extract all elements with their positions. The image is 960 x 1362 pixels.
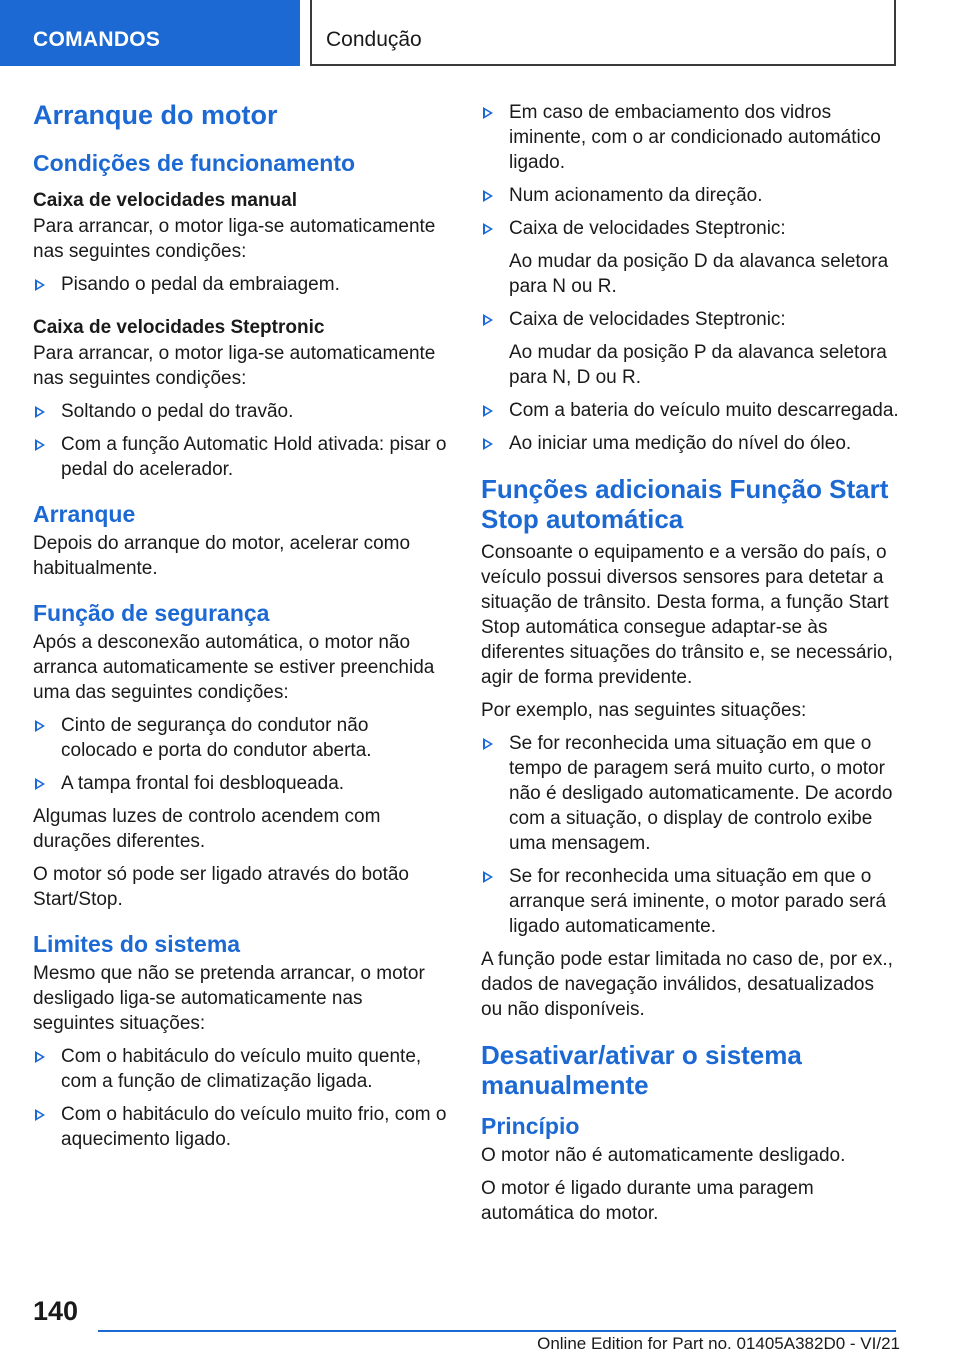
manual-text: Para arrancar, o motor liga-se automaticamente nas seguintes condições:	[33, 216, 436, 262]
list-item: A tampa frontal foi desbloqueada.	[33, 771, 447, 796]
section-tab	[0, 0, 300, 66]
principio-heading: Princípio	[481, 1113, 580, 1139]
limites-text: Mesmo que não se pretenda arrancar, o motor desligado liga-se automaticamente nas seguintes situações:	[33, 963, 425, 1034]
funcoes-text-2: Por exemplo, nas seguintes situações:	[481, 700, 807, 721]
page-number: 140	[33, 1296, 79, 1326]
list-item: Se for reconhecida uma situação em que o tempo de paragem será muito curto, o motor não é desligado automaticamente. De acordo com a situação, o display de controlo exibe uma mensagem.	[481, 731, 899, 856]
list-item: Se for reconhecida uma situação em que o arranque será iminente, o motor parado será ligado automaticamente.	[481, 864, 899, 939]
bullet-arrow-icon	[483, 107, 493, 119]
list-item: Com a bateria do veículo muito descarregada.	[481, 398, 899, 423]
list-item: Com a função Automatic Hold ativada: pisar o pedal do acelerador.	[33, 432, 447, 482]
page-title: Arranque do motor	[33, 100, 278, 130]
bullet-arrow-icon	[35, 406, 45, 418]
bullet-arrow-icon	[483, 190, 493, 202]
funcoes-text: Consoante o equipamento e a versão do país, o veículo possui diversos sensores para detetar a situação de trânsito. Desta forma, a função Start Stop automática consegue adaptar-se às diferentes situações do trânsito e, se necessário, agir de forma previdente.	[481, 542, 893, 688]
list-item: Cinto de segurança do condutor não colocado e porta do condutor aberta.	[33, 713, 447, 763]
list-item: Soltando o pedal do travão.	[33, 399, 447, 424]
list-item: Em caso de embaciamento dos vidros iminente, com o ar condicionado automático ligado.	[481, 100, 899, 175]
seguranca-text: Após a desconexão automática, o motor não arranca automaticamente se estiver preenchida uma das seguintes condições:	[33, 632, 435, 703]
edition-footer: Online Edition for Part no. 01405A382D0 - VI/21	[537, 1334, 900, 1353]
chapter-box	[310, 0, 896, 66]
list-item: Pisando o pedal da embraiagem.	[33, 272, 447, 297]
bullet-arrow-icon	[35, 1051, 45, 1063]
left-column	[33, 100, 447, 1160]
steptronic-heading: Caixa de velocidades Steptronic	[33, 317, 325, 338]
list-item-detail: Ao mudar da posição P da alavanca seletora para N, D ou R.	[509, 342, 887, 388]
list-item: Caixa de velocidades Steptronic: Ao mudar da posição P da alavanca seletora para N, D ou R.	[481, 307, 899, 390]
steptronic-text: Para arrancar, o motor liga-se automaticamente nas seguintes condições:	[33, 343, 436, 389]
bullet-arrow-icon	[483, 438, 493, 450]
principio-text-2: O motor é ligado durante uma paragem automática do motor.	[481, 1178, 814, 1224]
funcoes-heading: Funções adicionais Função Start Stop automática	[481, 474, 889, 534]
bullet-arrow-icon	[35, 1109, 45, 1121]
list-item-detail: Ao mudar da posição D da alavanca seletora para N ou R.	[509, 251, 889, 297]
bullet-arrow-icon	[483, 314, 493, 326]
right-column	[481, 100, 899, 1234]
list-item: Com o habitáculo do veículo muito quente, com a função de climatização ligada.	[33, 1044, 447, 1094]
bullet-arrow-icon	[483, 871, 493, 883]
page-header	[0, 0, 960, 66]
manual-heading: Caixa de velocidades manual	[33, 190, 298, 211]
funcoes-text-3: A função pode estar limitada no caso de, por ex., dados de navegação inválidos, desatualizados ou não disponíveis.	[481, 949, 893, 1020]
list-item: Caixa de velocidades Steptronic: Ao mudar da posição D da alavanca seletora para N ou R.	[481, 216, 899, 299]
section-title: COMANDOS	[33, 28, 161, 51]
bullet-arrow-icon	[35, 279, 45, 291]
list-item: Com o habitáculo do veículo muito frio, com o aquecimento ligado.	[33, 1102, 447, 1152]
list-item: Num acionamento da direção.	[481, 183, 899, 208]
footer-divider	[98, 1330, 896, 1332]
bullet-arrow-icon	[483, 738, 493, 750]
limites-heading: Limites do sistema	[33, 931, 241, 957]
principio-text: O motor não é automaticamente desligado.	[481, 1145, 846, 1166]
desativar-heading: Desativar/ativar o sistema manualmente	[481, 1040, 802, 1100]
list-item: Ao iniciar uma medição do nível do óleo.	[481, 431, 899, 456]
chapter-title: Condução	[326, 28, 422, 51]
bullet-arrow-icon	[483, 405, 493, 417]
conditions-heading: Condições de funcionamento	[33, 150, 356, 176]
seguranca-text-2: Algumas luzes de controlo acendem com durações diferentes.	[33, 806, 381, 852]
arranque-heading: Arranque	[33, 501, 136, 527]
bullet-arrow-icon	[35, 439, 45, 451]
seguranca-text-3: O motor só pode ser ligado através do botão Start/Stop.	[33, 864, 410, 910]
bullet-arrow-icon	[35, 720, 45, 732]
bullet-arrow-icon	[35, 778, 45, 790]
arranque-text: Depois do arranque do motor, acelerar como habitualmente.	[33, 533, 411, 579]
bullet-arrow-icon	[483, 223, 493, 235]
seguranca-heading: Função de segurança	[33, 600, 270, 626]
